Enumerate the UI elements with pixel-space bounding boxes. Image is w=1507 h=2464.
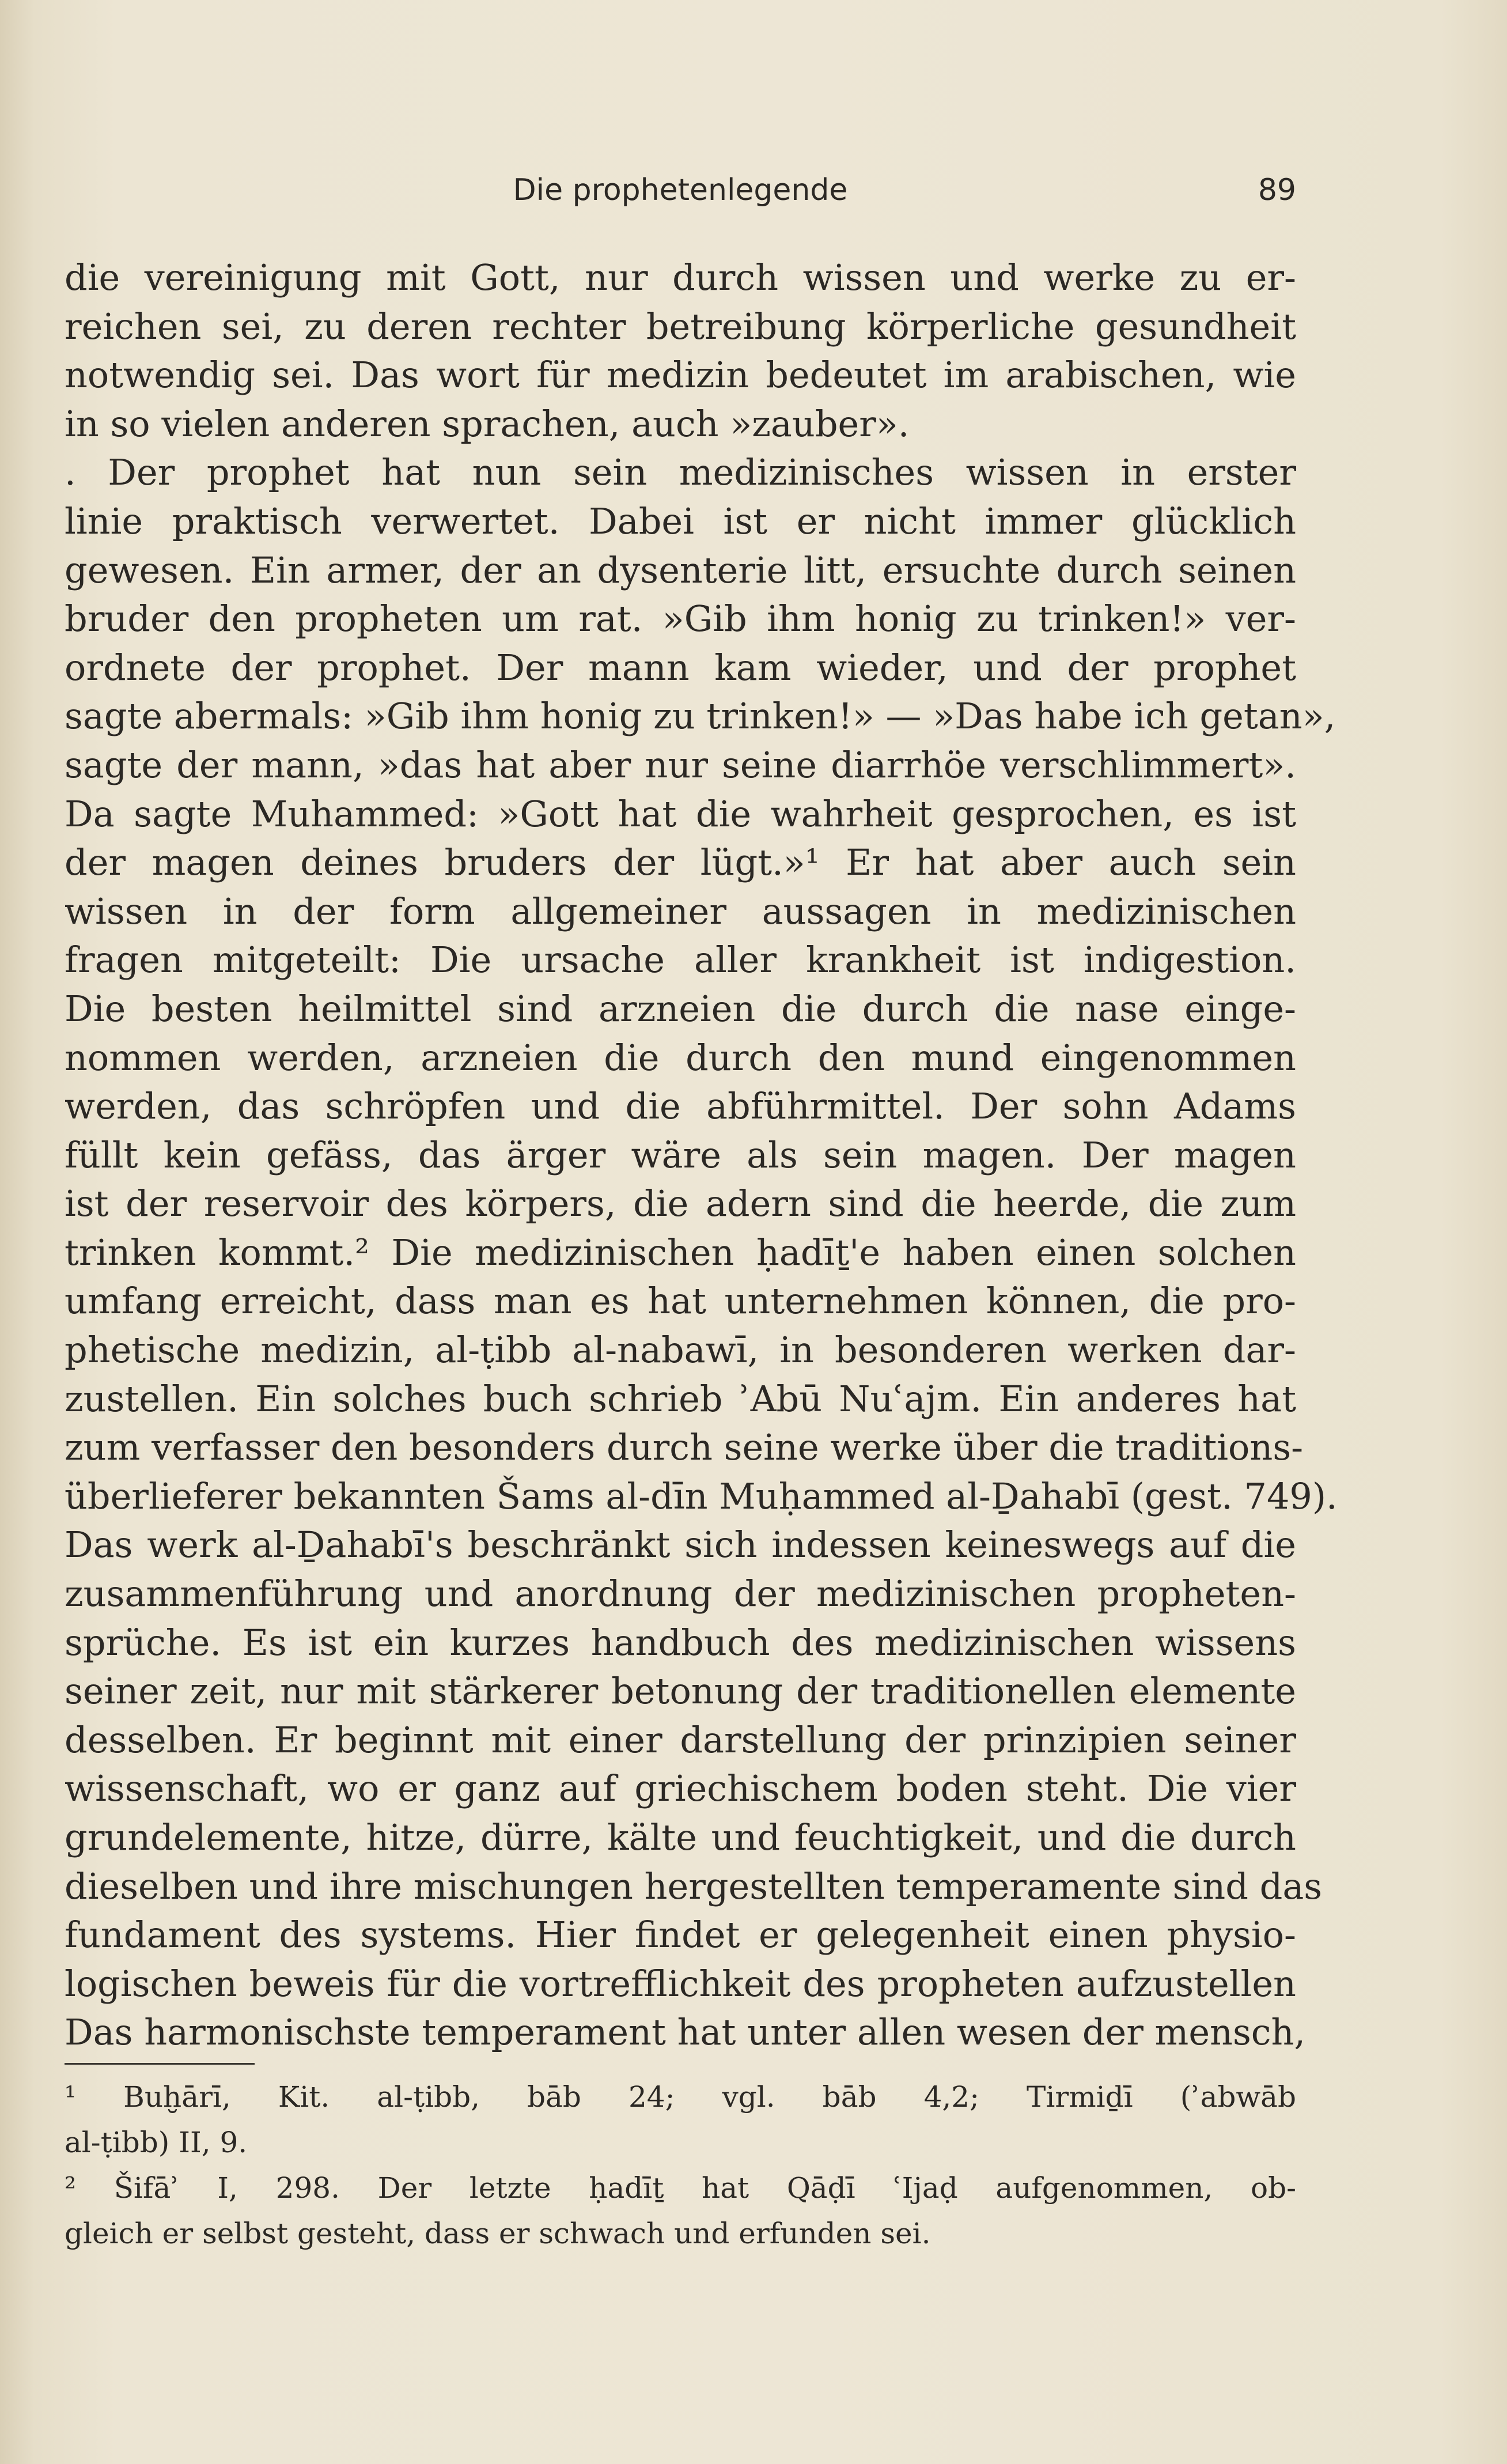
text-line: überlieferer bekannten Šams al-dīn Muḥammed al-Ḏahabī (gest. 749).	[65, 1475, 1338, 1517]
text-line: der magen deines bruders der lügt.»¹ Er hat aber auch sein	[65, 841, 1296, 884]
page-header	[65, 173, 1296, 213]
text-line: linie praktisch verwertet. Dabei ist er nicht immer glücklich	[65, 500, 1296, 542]
running-title: Die prophetenlegende	[513, 173, 848, 207]
text-line: Da sagte Muhammed: »Gott hat die wahrheit gesprochen, es ist	[65, 792, 1296, 835]
text-line: phetische medizin, al-ṭibb al-nabawī, in besonderen werken dar-	[65, 1329, 1296, 1371]
text-line: Das werk al-Ḏahabī's beschränkt sich indessen keineswegs auf die	[65, 1524, 1296, 1566]
text-line: wissen in der form allgemeiner aussagen in medizinischen	[65, 890, 1296, 932]
text-line: trinken kommt.² Die medizinischen ḥadīṯ'e haben einen solchen	[65, 1231, 1296, 1273]
text-line: . Der prophet hat nun sein medizinisches wissen in erster	[65, 451, 1296, 494]
text-line: bruder den propheten um rat. »Gib ihm honig zu trinken!» ver-	[65, 598, 1296, 640]
footnote-line: ² Šifāʾ I, 298. Der letzte ḥadīṯ hat Qāḍī ʿIjaḍ aufgenommen, ob-	[65, 2171, 1296, 2205]
footnote-line: gleich er selbst gesteht, dass er schwach und erfunden sei.	[65, 2217, 931, 2250]
footnote-divider	[65, 2063, 255, 2065]
text-line: zusammenführung und anordnung der medizinischen propheten-	[65, 1573, 1296, 1615]
text-line: Die besten heilmittel sind arzneien die durch die nase einge-	[65, 987, 1296, 1030]
text-line: fundament des systems. Hier findet er gelegenheit einen physio-	[65, 1914, 1296, 1956]
text-line: fragen mitgeteilt: Die ursache aller krankheit ist indigestion.	[65, 939, 1296, 981]
text-line: zustellen. Ein solches buch schrieb ʾAbū Nuʿajm. Ein anderes hat	[65, 1377, 1296, 1420]
text-line: zum verfasser den besonders durch seine werke über die traditions-	[65, 1426, 1304, 1469]
text-line: gewesen. Ein armer, der an dysenterie litt, ersuchte durch seinen	[65, 549, 1296, 591]
text-line: werden, das schröpfen und die abführmittel. Der sohn Adams	[65, 1085, 1296, 1128]
text-line: grundelemente, hitze, dürre, kälte und feuchtigkeit, und die durch	[65, 1816, 1296, 1858]
footnote-line: al-ṭibb) II, 9.	[65, 2126, 248, 2159]
text-line: umfang erreicht, dass man es hat unternehmen können, die pro-	[65, 1280, 1296, 1322]
text-line: füllt kein gefäss, das ärger wäre als sein magen. Der magen	[65, 1133, 1296, 1176]
text-line: Das harmonischste temperament hat unter allen wesen der mensch,	[65, 2011, 1306, 2054]
text-line: notwendig sei. Das wort für medizin bedeutet im arabischen, wie	[65, 354, 1296, 396]
footnote-line: ¹ Buḫārī, Kit. al-ṭibb, bāb 24; vgl. bāb 4,2; Tirmiḏī (ʾabwāb	[65, 2080, 1296, 2114]
main-text	[65, 254, 1338, 2057]
page-number: 89	[1258, 173, 1296, 207]
text-line: nommen werden, arzneien die durch den mund eingenommen	[65, 1036, 1296, 1079]
text-line: sprüche. Es ist ein kurzes handbuch des medizinischen wissens	[65, 1621, 1296, 1664]
text-line: die vereinigung mit Gott, nur durch wissen und werke zu er-	[65, 256, 1296, 298]
text-line: ist der reservoir des körpers, die adern sind die heerde, die zum	[65, 1182, 1296, 1225]
text-line: sagte abermals: »Gib ihm honig zu trinken!» — »Das habe ich getan»,	[65, 695, 1336, 738]
text-line: desselben. Er beginnt mit einer darstellung der prinzipien seiner	[65, 1718, 1296, 1761]
text-line: logischen beweis für die vortrefflichkeit des propheten aufzustellen	[65, 1962, 1296, 2005]
text-line: ordnete der prophet. Der mann kam wieder, und der prophet	[65, 646, 1296, 689]
text-line: wissenschaft, wo er ganz auf griechischem boden steht. Die vier	[65, 1767, 1296, 1810]
footnotes	[65, 2074, 1296, 2257]
text-line: seiner zeit, nur mit stärkerer betonung der traditionellen elemente	[65, 1670, 1296, 1713]
text-line: dieselben und ihre mischungen hergestellten temperamente sind das	[65, 1865, 1323, 1907]
text-line: reichen sei, zu deren rechter betreibung körperliche gesundheit	[65, 305, 1296, 347]
text-line: sagte der mann, »das hat aber nur seine diarrhöe verschlimmert».	[65, 743, 1296, 786]
text-line: in so vielen anderen sprachen, auch »zauber».	[65, 402, 910, 445]
